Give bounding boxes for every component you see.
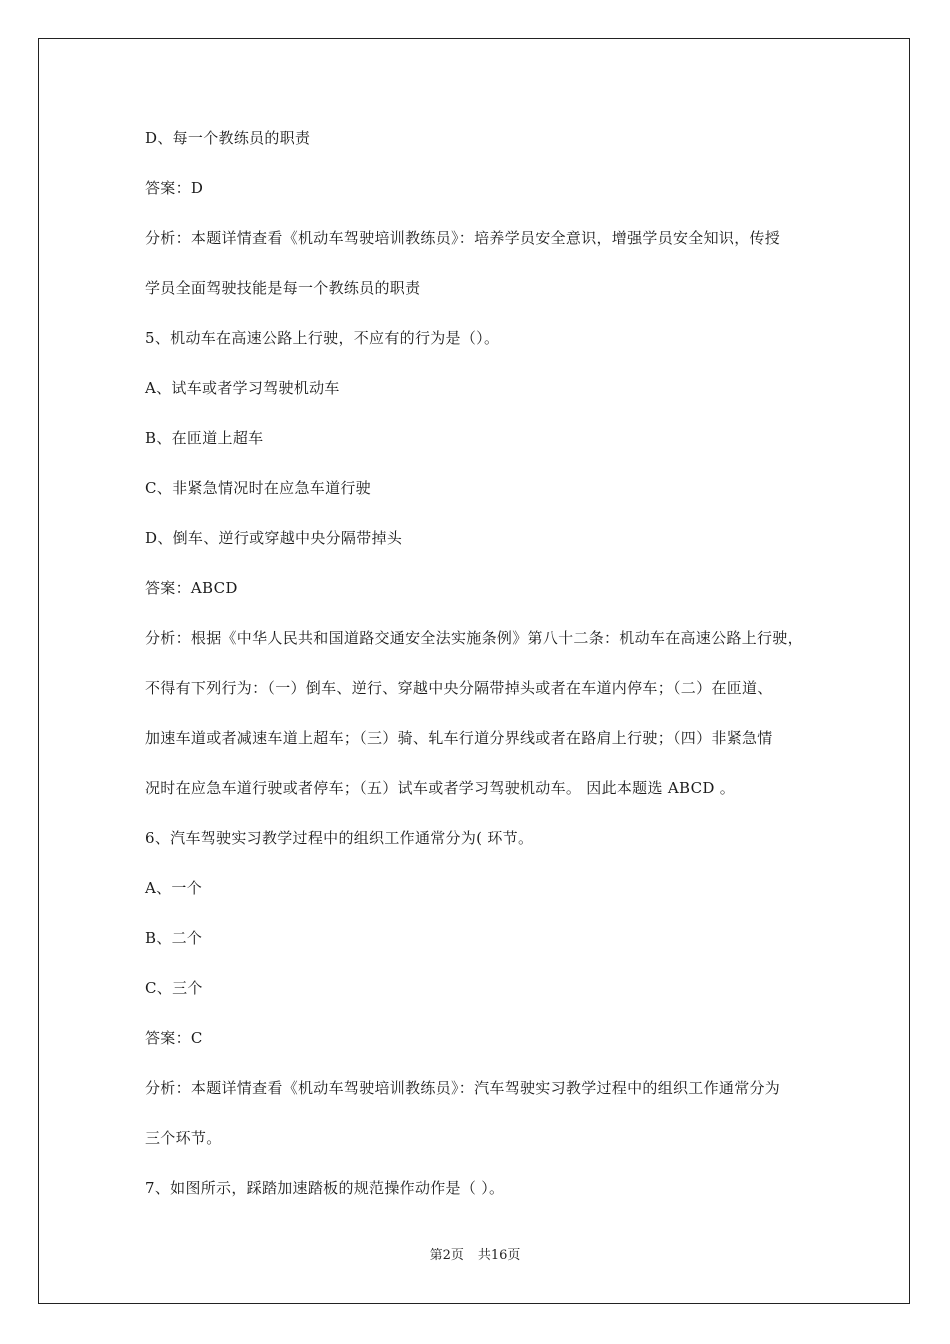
option-d-q5: D、倒车、逆行或穿越中央分隔带掉头 [145,529,403,547]
analysis-q6-line2: 三个环节。 [145,1129,222,1147]
analysis-q5-line2: 不得有下列行为：（一）倒车、逆行、穿越中央分隔带掉头或者在车道内停车；（二）在匝道、 [145,679,773,697]
analysis-q4-line1: 分析：本题详情查看《机动车驾驶培训教练员》：培养学员安全意识，增强学员安全知识，传授 [145,229,781,247]
answer-q5: 答案：ABCD [145,579,238,597]
option-c-q6: C、三个 [145,979,203,997]
analysis-q4-line2: 学员全面驾驶技能是每一个教练员的职责 [145,279,421,297]
page-footer [0,1246,950,1266]
question-6: 6、汽车驾驶实习教学过程中的组织工作通常分为( 环节。 [145,829,534,847]
analysis-q5-line3: 加速车道或者减速车道上超车；（三）骑、轧车行道分界线或者在路肩上行驶；（四）非紧急情 [145,729,773,747]
option-b-q5: B、在匝道上超车 [145,429,264,447]
answer-q6: 答案：C [145,1029,203,1047]
option-a-q5: A、试车或者学习驾驶机动车 [145,379,340,397]
analysis-q5-line4: 况时在应急车道行驶或者停车；（五）试车或者学习驾驶机动车。 因此本题选 ABCD 。 [145,779,736,797]
analysis-q5-line1: 分析：根据《中华人民共和国道路交通安全法实施条例》第八十二条：机动车在高速公路上行驶， [145,629,803,647]
answer-q4: 答案：D [145,179,204,197]
option-d-q4: D、每一个教练员的职责 [145,129,311,147]
option-c-q5: C、非紧急情况时在应急车道行驶 [145,479,371,497]
page-number: 第2页 [429,1248,464,1263]
document-body [145,122,825,1222]
option-a-q6: A、一个 [145,879,203,897]
question-7: 7、如图所示，踩踏加速踏板的规范操作动作是（ ）。 [145,1179,505,1197]
option-b-q6: B、二个 [145,929,203,947]
analysis-q6-line1: 分析：本题详情查看《机动车驾驶培训教练员》：汽车驾驶实习教学过程中的组织工作通常分为 [145,1079,781,1097]
question-5: 5、机动车在高速公路上行驶，不应有的行为是（）。 [145,329,500,347]
page-total: 共16页 [477,1248,521,1263]
